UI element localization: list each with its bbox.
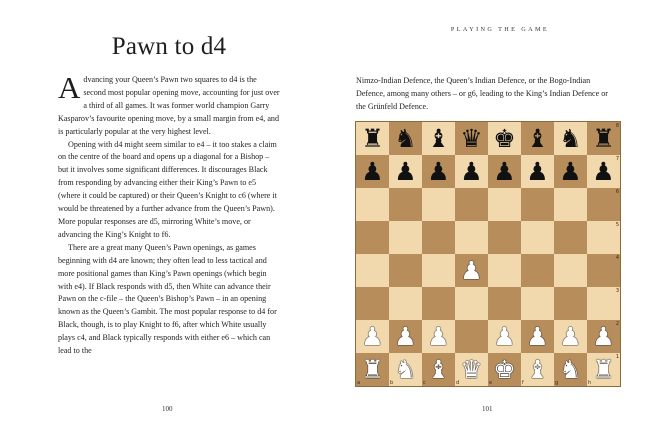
white-bishop-icon: ♝ <box>526 354 549 384</box>
square-h2 <box>587 320 620 353</box>
chess-board <box>355 121 621 387</box>
square-b1 <box>389 353 422 386</box>
square-b5 <box>389 221 422 254</box>
square-e6 <box>488 188 521 221</box>
square-a5 <box>356 221 389 254</box>
white-pawn-icon: ♟ <box>493 321 516 351</box>
rank-label: 4 <box>615 255 619 261</box>
square-f4 <box>521 254 554 287</box>
square-h1 <box>587 353 620 386</box>
black-knight-icon: ♞ <box>559 123 582 153</box>
square-d2 <box>455 320 488 353</box>
black-pawn-icon: ♟ <box>427 156 450 186</box>
white-pawn-icon: ♟ <box>592 321 615 351</box>
square-d5 <box>455 221 488 254</box>
square-g6 <box>554 188 587 221</box>
square-e4 <box>488 254 521 287</box>
square-e2 <box>488 320 521 353</box>
file-label: f <box>522 380 524 386</box>
black-rook-icon: ♜ <box>592 123 615 153</box>
white-pawn-icon: ♟ <box>427 321 450 351</box>
square-b4 <box>389 254 422 287</box>
square-e8 <box>488 122 521 155</box>
square-b2 <box>389 320 422 353</box>
square-c8 <box>422 122 455 155</box>
black-pawn-icon: ♟ <box>559 156 582 186</box>
square-a8 <box>356 122 389 155</box>
rank-label: 2 <box>615 321 619 327</box>
white-knight-icon: ♞ <box>559 354 582 384</box>
square-g3 <box>554 287 587 320</box>
square-f3 <box>521 287 554 320</box>
square-e1 <box>488 353 521 386</box>
square-f2 <box>521 320 554 353</box>
rank-label: 7 <box>615 156 619 162</box>
square-g4 <box>554 254 587 287</box>
square-a6 <box>356 188 389 221</box>
square-c1 <box>422 353 455 386</box>
page-number-left: 100 <box>162 405 173 413</box>
paragraph: There are a great many Queen’s Pawn openings, as games beginning with d4 are known; they often lead to less tactical and more positional games than King’s Pawn openings (which begin with e4). If Black responds with d5, then White can advance their Pawn on the c-file – the Queen’s Bishop’s Pawn – in an opening known as the Queen’s Gambit. The most popular response to d4 for Black, though, is to play Knight to f6, after which White usually plays c4, and Black typically responds with either e6 – which can lead to the <box>58 242 277 356</box>
square-a2 <box>356 320 389 353</box>
white-queen-icon: ♛ <box>460 354 483 384</box>
square-a3 <box>356 287 389 320</box>
square-d7 <box>455 155 488 188</box>
square-g7 <box>554 155 587 188</box>
page-number-right: 101 <box>482 405 493 413</box>
black-knight-icon: ♞ <box>394 123 417 153</box>
square-h3 <box>587 287 620 320</box>
square-e7 <box>488 155 521 188</box>
square-b6 <box>389 188 422 221</box>
black-bishop-icon: ♝ <box>526 123 549 153</box>
white-pawn-icon: ♟ <box>460 255 483 285</box>
square-h7 <box>587 155 620 188</box>
square-b8 <box>389 122 422 155</box>
black-rook-icon: ♜ <box>361 123 384 153</box>
rank-label: 8 <box>615 123 619 129</box>
white-pawn-icon: ♟ <box>394 321 417 351</box>
rank-label: 3 <box>615 288 619 294</box>
white-pawn-icon: ♟ <box>526 321 549 351</box>
file-label: a <box>357 380 361 386</box>
white-bishop-icon: ♝ <box>427 354 450 384</box>
paragraph-text: dvancing your Queen’s Pawn two squares to d4 is the second most popular opening move, accounting for just over a third of all games. It was former world champion Garry Kasparov’s favourite opening move, by a small margin from e4, and is particularly popular at the very highest level. <box>58 75 280 136</box>
rank-label: 5 <box>615 222 619 228</box>
square-c2 <box>422 320 455 353</box>
square-d4 <box>455 254 488 287</box>
square-f8 <box>521 122 554 155</box>
black-king-icon: ♚ <box>493 123 516 153</box>
rank-label: 6 <box>615 189 619 195</box>
square-e5 <box>488 221 521 254</box>
square-g5 <box>554 221 587 254</box>
black-pawn-icon: ♟ <box>592 156 615 186</box>
square-b7 <box>389 155 422 188</box>
square-c3 <box>422 287 455 320</box>
square-g8 <box>554 122 587 155</box>
square-h5 <box>587 221 620 254</box>
black-pawn-icon: ♟ <box>394 156 417 186</box>
file-label: b <box>390 380 394 386</box>
file-label: h <box>588 380 592 386</box>
square-a4 <box>356 254 389 287</box>
square-h6 <box>587 188 620 221</box>
square-f7 <box>521 155 554 188</box>
black-pawn-icon: ♟ <box>361 156 384 186</box>
square-d6 <box>455 188 488 221</box>
square-a1 <box>356 353 389 386</box>
square-f1 <box>521 353 554 386</box>
square-c4 <box>422 254 455 287</box>
page-title: Pawn to d4 <box>111 33 227 60</box>
square-d3 <box>455 287 488 320</box>
right-body-text: Nimzo-Indian Defence, the Queen’s Indian Defence, or the Bogo-Indian Defence, among many others – or g6, leading to the King’s Indian Defence or the Grünfeld Defence. <box>356 76 608 111</box>
left-body-text <box>58 70 280 358</box>
square-f5 <box>521 221 554 254</box>
square-h8 <box>587 122 620 155</box>
white-rook-icon: ♜ <box>592 354 615 384</box>
square-a7 <box>356 155 389 188</box>
paragraph <box>58 70 280 139</box>
square-c7 <box>422 155 455 188</box>
file-label: e <box>489 380 493 386</box>
black-pawn-icon: ♟ <box>460 156 483 186</box>
white-rook-icon: ♜ <box>361 354 384 384</box>
square-f6 <box>521 188 554 221</box>
running-head: PLAYING THE GAME <box>450 26 550 33</box>
white-pawn-icon: ♟ <box>361 321 384 351</box>
square-g1 <box>554 353 587 386</box>
square-d8 <box>455 122 488 155</box>
file-label: d <box>456 380 460 386</box>
black-pawn-icon: ♟ <box>493 156 516 186</box>
file-label: c <box>423 380 426 386</box>
rank-label: 1 <box>615 354 619 360</box>
square-c6 <box>422 188 455 221</box>
white-pawn-icon: ♟ <box>559 321 582 351</box>
file-label: g <box>555 380 559 386</box>
square-c5 <box>422 221 455 254</box>
paragraph: Opening with d4 might seem similar to e4 – it too stakes a claim on the centre of the board and opens up a diagonal for a Bishop – but it involves some significant differences. It discourages Black from responding by advancing either their King’s Pawn to e5 (where it could be captured) or their Queen’s Knight to c6 (where it would be threatened by a further advance from the Queen’s Pawn). More popular responses are d5, mirroring White’s move, or advancing the King’s Knight to f6. <box>58 139 277 239</box>
square-d1 <box>455 353 488 386</box>
black-bishop-icon: ♝ <box>427 123 450 153</box>
drop-cap: A <box>58 70 81 105</box>
square-b3 <box>389 287 422 320</box>
black-queen-icon: ♛ <box>460 123 483 153</box>
square-e3 <box>488 287 521 320</box>
square-g2 <box>554 320 587 353</box>
black-pawn-icon: ♟ <box>526 156 549 186</box>
white-knight-icon: ♞ <box>394 354 417 384</box>
square-h4 <box>587 254 620 287</box>
white-king-icon: ♚ <box>493 354 516 384</box>
